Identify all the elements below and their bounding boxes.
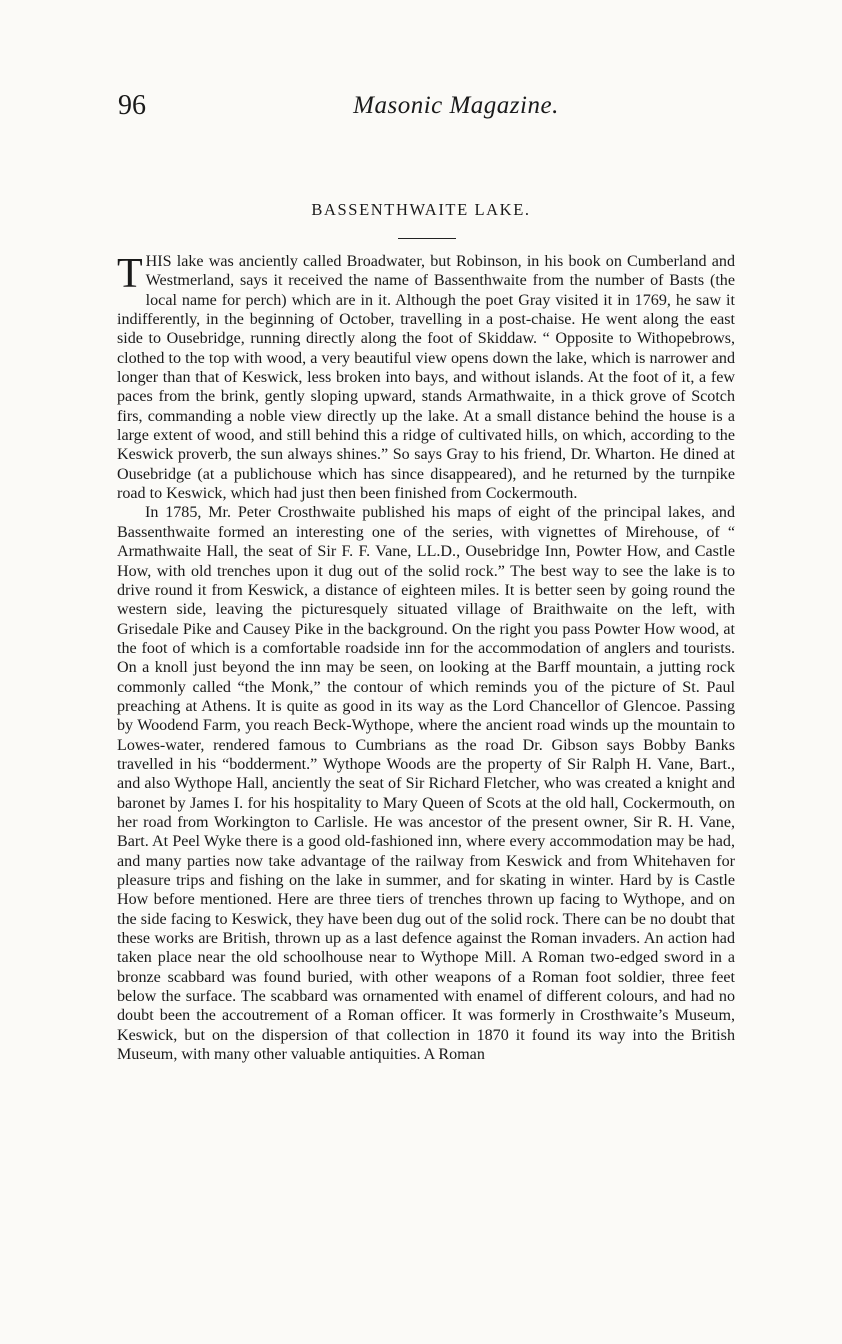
- page-header: [118, 86, 734, 126]
- paragraph-text: HIS lake was anciently called Broadwater, but Robinson, in his book on Cumberland and Westmerland, says it received the name of Bassenthwaite from the number of Basts (the local name for perch) which are in it. Although the poet Gray visited it in 1769, he saw it indifferently, in the beginning of October, travelling in a post-chaise. He went along the east side to Ousebridge, running directly along the foot of Skiddaw. “ Opposite to Withopebrows, clothed to the top with wood, a very beautiful view opens down the lake, which is narrower and longer than that of Keswick, less broken into bays, and without islands. At the foot of it, a few paces from the brink, gently sloping upward, stands Armathwaite, in a thick grove of Scotch firs, commanding a noble view directly up the lake. At a small distance behind the house is a large extent of wood, and still behind this a ridge of cultivated hills, on which, according to the Keswick proverb, the sun always shines.” So says Gray to his friend, Dr. Wharton. He dined at Ousebridge (at a publichouse which has since disappeared), and he returned by the turnpike road to Keswick, which had just then been finished from Cockermouth.: [117, 253, 735, 503]
- article-body: [117, 252, 735, 1064]
- running-head: Masonic Magazine.: [353, 92, 559, 119]
- page-number: 96: [118, 90, 146, 121]
- paragraph: In 1785, Mr. Peter Crosthwaite published his maps of eight of the principal lakes, and Bassenthwaite formed an interesting one of the series, with vignettes of Mirehouse, of “ Armathwaite Hall, the seat of Sir F. F. Vane, LL.D., Ousebridge Inn, Powter How, and Castle How, with old trenches upon it dug out of the solid rock.” The best way to see the lake is to drive round it from Keswick, a distance of eighteen miles. It is better seen by going round the western side, leaving the picturesquely situated village of Braithwaite on the left, with Grisedale Pike and Causey Pike in the background. On the right you pass Powter How wood, at the foot of which is a comfortable roadside inn for the accommodation of anglers and tourists. On a knoll just beyond the inn may be seen, on looking at the Barff mountain, a jutting rock commonly called “the Monk,” the contour of which reminds you of the picture of St. Paul preaching at Athens. It is quite as good in its way as the Lord Chancellor of Glencoe. Passing by Woodend Farm, you reach Beck-Wythope, where the ancient road winds up the mountain to Lowes-water, rendered famous to Cumbrians as the road Dr. Gibson says Bobby Banks travelled in his “bodderment.” Wythope Woods are the property of Sir Ralph H. Vane, Bart., and also Wythope Hall, anciently the seat of Sir Richard Fletcher, who was created a knight and baronet by James I. for his hospitality to Mary Queen of Scots at the old hall, Cockermouth, on her road from Workington to Carlisle. He was ancestor of the present owner, Sir R. H. Vane, Bart. At Peel Wyke there is a good old-fashioned inn, where every accommodation may be had, and many parties now take advantage of the railway from Keswick and from Whitehaven for pleasure trips and fishing on the lake in summer, and for skating in winter. Hard by is Castle How before mentioned. Here are three tiers of trenches thrown up facing to Wythope, and on the side facing to Keswick, they have been dug out of the solid rock. There can be no doubt that these works are British, thrown up as a last defence against the Roman invaders. An action had taken place near the old schoolhouse near to Wythope Mill. A Roman two-edged sword in a bronze scabbard was found buried, with other weapons of a Roman foot soldier, three feet below the surface. The scabbard was ornamented with enamel of different colours, and had no doubt been the accoutrement of a Roman officer. It was formerly in Crosthwaite’s Museum, Keswick, but on the dispersion of that collection in 1870 it found its way into the British Museum, with many other valuable antiquities. A Roman: [117, 504, 735, 1064]
- article-title: BASSENTHWAITE LAKE.: [311, 200, 531, 219]
- title-rule: [398, 238, 456, 239]
- paragraph: [117, 252, 735, 503]
- drop-cap: T: [117, 251, 143, 297]
